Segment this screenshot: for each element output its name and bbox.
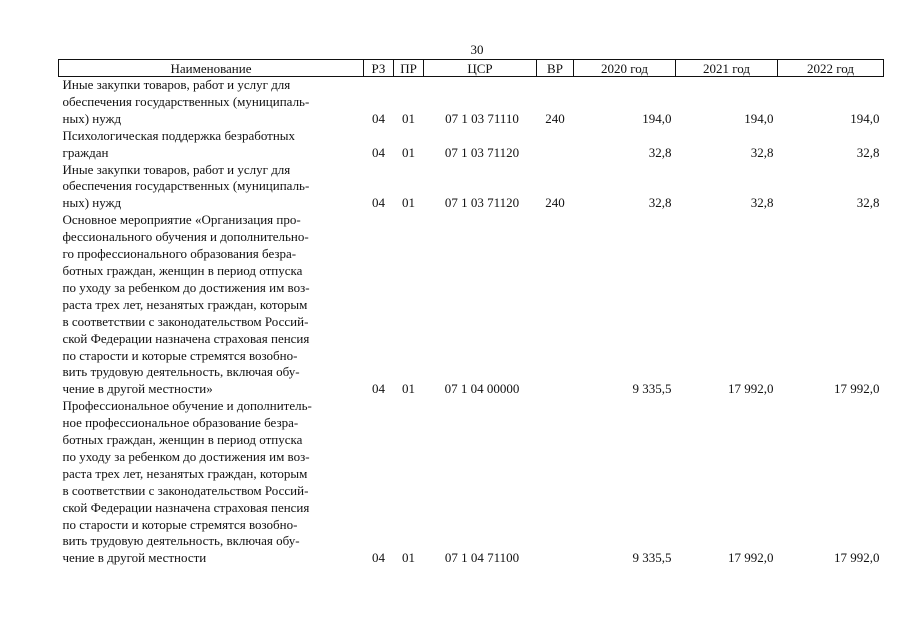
row-2021: 194,0 — [744, 110, 774, 126]
row-name: Профессиональное обучение и дополнитель- ное профессиональное образование безра- ботных граждан, женщин в период отпуска по уходу за ребенком до достижения им воз- раста трех лет, незанятых граждан, которым в соответствии с законодательством Россий- ской Федерации назначена страховая пенсия по старости и которые стремятся возобно- вить трудовую деятельность, включая обу- чение в другой местности — [62, 398, 312, 566]
row-vr — [537, 398, 574, 567]
row-csr: 07 1 03 71120 — [444, 195, 520, 211]
row-2022: 17 992,0 — [834, 550, 880, 566]
row-csr: 07 1 03 71110 — [445, 110, 519, 126]
row-vr — [537, 212, 574, 398]
budget-table — [58, 59, 884, 567]
row-2022: 194,0 — [850, 110, 880, 126]
header-csr: ЦСР — [424, 60, 537, 77]
row-2021: 17 992,0 — [728, 381, 774, 397]
row-name: Основное мероприятие «Организация про- фессионального обучения и дополнительно- го профессионального образования безра- ботных граждан, женщин в период отпуска по уходу за ребенком до достижения им воз- раста трех лет, незанятых граждан, которым в соответствии с законодательством Россий- ской Федерации назначена страховая пенсия по старости и которые стремятся возобно- вить трудовую деятельность, включая обу- чение в другой местности» — [62, 212, 310, 397]
table-row — [59, 398, 884, 567]
table-row — [59, 212, 884, 398]
row-csr: 07 1 03 71120 — [444, 144, 520, 160]
row-pr: 01 — [402, 381, 415, 397]
row-csr: 07 1 04 00000 — [444, 381, 520, 397]
row-2022: 32,8 — [856, 144, 880, 160]
row-2020: 9 335,5 — [632, 381, 672, 397]
row-pr: 01 — [402, 110, 415, 126]
table-header-row — [59, 60, 884, 77]
row-rz: 04 — [372, 110, 385, 126]
table-row — [59, 77, 884, 128]
row-2020: 32,8 — [648, 195, 672, 211]
row-pr: 01 — [402, 195, 415, 211]
row-2021: 32,8 — [750, 144, 774, 160]
header-pr: ПР — [394, 60, 424, 77]
row-2021: 32,8 — [750, 195, 774, 211]
header-rz: РЗ — [364, 60, 394, 77]
header-vr: ВР — [537, 60, 574, 77]
row-rz: 04 — [372, 550, 385, 566]
header-2022: 2022 год — [778, 60, 884, 77]
row-2020: 32,8 — [648, 144, 672, 160]
row-2022: 17 992,0 — [834, 381, 880, 397]
row-2020: 9 335,5 — [632, 550, 672, 566]
row-name: Иные закупки товаров, работ и услуг для обеспечения государственных (муниципаль- ных) нужд — [62, 77, 310, 126]
header-name: Наименование — [59, 60, 364, 77]
row-pr: 01 — [402, 550, 415, 566]
row-csr: 07 1 04 71100 — [444, 550, 520, 566]
page-number: 30 — [470, 42, 484, 57]
header-2020: 2020 год — [574, 60, 676, 77]
table-row — [59, 128, 884, 162]
table-row — [59, 162, 884, 213]
row-name: Иные закупки товаров, работ и услуг для обеспечения государственных (муниципаль- ных) нужд — [62, 161, 310, 211]
row-rz: 04 — [372, 144, 385, 160]
row-vr — [537, 128, 574, 162]
row-rz: 04 — [372, 381, 385, 397]
row-2022: 32,8 — [856, 195, 880, 211]
row-rz: 04 — [372, 195, 385, 211]
row-name: Психологическая поддержка безработных граждан — [62, 127, 296, 160]
row-2021: 17 992,0 — [728, 550, 774, 566]
row-pr: 01 — [402, 144, 415, 160]
header-2021: 2021 год — [676, 60, 778, 77]
row-2020: 194,0 — [642, 110, 672, 126]
row-vr: 240 — [545, 195, 565, 211]
row-vr: 240 — [545, 110, 565, 126]
